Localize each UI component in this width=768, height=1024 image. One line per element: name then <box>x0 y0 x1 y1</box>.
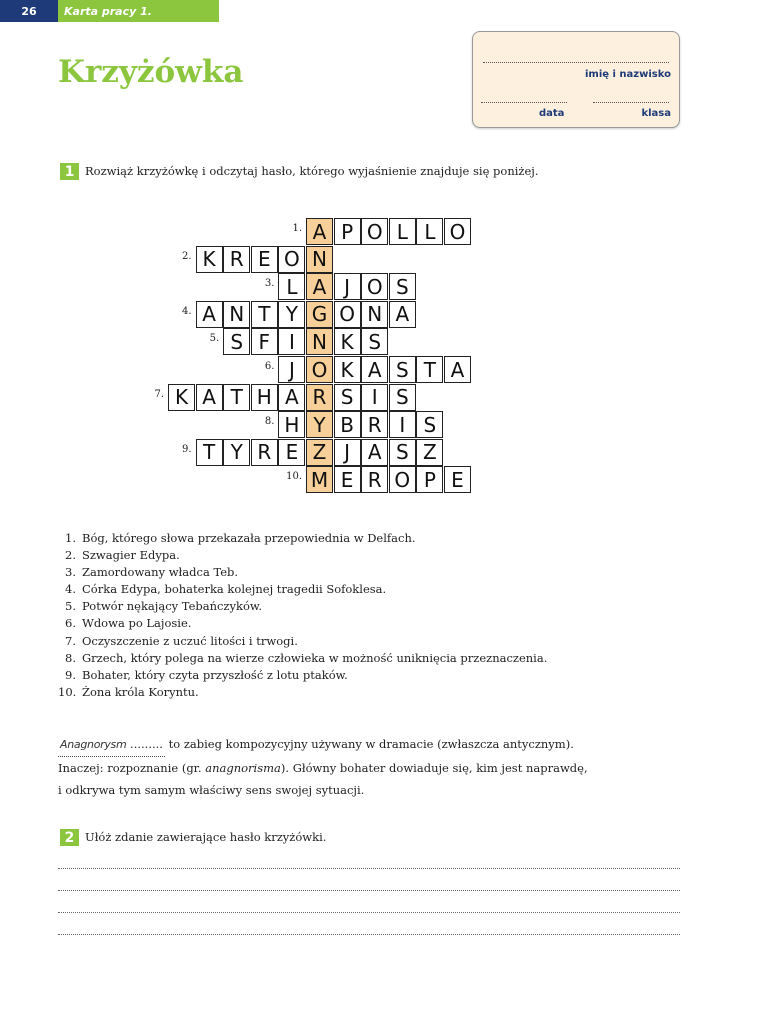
crossword-cell[interactable]: N <box>223 301 250 328</box>
crossword-row-number: 4. <box>182 305 192 317</box>
definition-line-1 <box>58 733 588 757</box>
crossword-row-number: 8. <box>264 416 275 428</box>
definition-pre: Inaczej: rozpoznanie (gr. <box>58 761 206 775</box>
clue-item <box>58 667 547 684</box>
crossword-cell[interactable]: Y <box>223 439 250 466</box>
clue-text: Żona króla Koryntu. <box>82 684 199 699</box>
crossword-row-number: 7. <box>154 388 164 400</box>
crossword-key-cell[interactable]: A <box>306 273 333 300</box>
crossword-cell[interactable]: O <box>361 218 388 245</box>
crossword-key-cell[interactable]: N <box>306 246 333 273</box>
clue-number: 8. <box>65 650 76 665</box>
crossword-row-number: 5. <box>209 333 220 345</box>
crossword-cell[interactable]: R <box>361 466 388 493</box>
clue-number: 4. <box>65 582 76 597</box>
crossword-cell[interactable]: A <box>361 356 388 383</box>
crossword-cell[interactable]: J <box>334 439 361 466</box>
crossword-cell[interactable]: O <box>389 466 416 493</box>
name-field[interactable] <box>483 62 669 63</box>
crossword-cell[interactable]: F <box>251 328 278 355</box>
crossword-cell[interactable]: H <box>278 411 305 438</box>
date-field[interactable] <box>481 102 567 103</box>
crossword-cell[interactable]: H <box>251 384 278 411</box>
crossword-cell[interactable]: O <box>444 218 471 245</box>
clue-text: Szwagier Edypa. <box>82 548 180 563</box>
crossword-cell[interactable]: S <box>389 439 416 466</box>
crossword-cell[interactable]: I <box>278 328 305 355</box>
clue-text: Wdowa po Lajosie. <box>82 616 192 631</box>
clue-item <box>58 530 547 547</box>
greek-term: anagnorisma <box>205 761 281 775</box>
clue-number: 3. <box>65 565 76 580</box>
crossword-cell[interactable]: I <box>361 384 388 411</box>
crossword-cell[interactable]: B <box>334 411 361 438</box>
crossword-cell[interactable]: A <box>196 384 223 411</box>
crossword-cell[interactable]: L <box>278 273 305 300</box>
crossword-cell[interactable]: S <box>389 384 416 411</box>
class-label: klasa <box>641 108 671 119</box>
clue-item <box>58 633 547 650</box>
crossword-cell[interactable]: O <box>278 246 305 273</box>
crossword-cell[interactable]: Z <box>416 439 443 466</box>
definition-line-2 <box>58 757 588 779</box>
page-title: Krzyżówka <box>58 54 244 90</box>
page-header <box>0 0 219 22</box>
crossword-key-cell[interactable]: N <box>306 328 333 355</box>
crossword-cell[interactable]: T <box>251 301 278 328</box>
clue-item <box>58 598 547 615</box>
crossword-row-number: 6. <box>264 361 275 372</box>
definition <box>58 733 588 801</box>
date-label: data <box>539 108 565 119</box>
answer-line[interactable] <box>58 868 680 869</box>
answer-line[interactable] <box>58 912 680 913</box>
crossword-cell[interactable]: T <box>416 356 443 383</box>
crossword-cell[interactable]: R <box>361 411 388 438</box>
crossword-cell[interactable]: A <box>361 439 388 466</box>
crossword-cell[interactable]: E <box>278 439 305 466</box>
crossword-cell[interactable]: S <box>416 411 443 438</box>
crossword-cell[interactable]: Y <box>278 301 305 328</box>
crossword-cell[interactable]: L <box>389 218 416 245</box>
answer-blank[interactable]: Anagnorysm ......... <box>58 733 165 757</box>
handwritten-answer: Anagnorysm <box>60 738 127 751</box>
task2-number: 2 <box>60 829 79 846</box>
crossword-cell[interactable]: J <box>334 273 361 300</box>
crossword-cell[interactable]: S <box>223 328 250 355</box>
crossword-key-cell[interactable]: Z <box>306 439 333 466</box>
task1-instruction: Rozwiąż krzyżówkę i odczytaj hasło, którego wyjaśnienie znajduje się poniżej. <box>85 164 539 178</box>
clue-number: 7. <box>65 633 76 648</box>
crossword-row-number: 10. <box>286 471 302 483</box>
answer-line[interactable] <box>58 890 680 891</box>
clue-item <box>58 650 547 667</box>
crossword-cell[interactable]: I <box>389 411 416 438</box>
crossword-key-cell[interactable]: G <box>306 301 333 328</box>
crossword-cell[interactable]: S <box>389 356 416 383</box>
crossword-cell[interactable]: T <box>196 439 223 466</box>
name-box <box>472 31 680 128</box>
clue-number: 5. <box>65 599 76 614</box>
page-number: 26 <box>0 0 58 22</box>
clue-text: Potwór nękający Tebańczyków. <box>82 599 263 614</box>
class-field[interactable] <box>593 102 669 103</box>
crossword-cell[interactable]: R <box>223 246 250 273</box>
crossword-cell[interactable]: J <box>278 356 305 383</box>
clue-item <box>58 564 547 581</box>
crossword-cell[interactable]: K <box>334 328 361 355</box>
clue-number: 2. <box>65 548 76 563</box>
clue-text: Zamordowany władca Teb. <box>82 565 239 580</box>
clue-item <box>58 547 547 564</box>
crossword-row-number: 9. <box>182 443 192 455</box>
crossword-row-number: 2. <box>182 250 192 262</box>
crossword-cell[interactable]: A <box>444 356 471 383</box>
crossword-cell[interactable]: P <box>416 466 443 493</box>
crossword-cell[interactable]: S <box>334 384 361 411</box>
crossword-cell[interactable]: S <box>389 273 416 300</box>
crossword-cell[interactable]: T <box>223 384 250 411</box>
crossword-cell[interactable]: R <box>251 439 278 466</box>
crossword-cell[interactable]: A <box>196 301 223 328</box>
definition-rest: to zabieg kompozycyjny używany w dramacie (zwłaszcza antycznym). <box>168 737 574 751</box>
crossword-cell[interactable]: K <box>196 246 223 273</box>
crossword-key-cell[interactable]: M <box>306 466 333 493</box>
crossword-cell[interactable]: K <box>334 356 361 383</box>
crossword-key-cell[interactable]: O <box>306 356 333 383</box>
clue-number: 6. <box>65 616 76 631</box>
crossword-cell[interactable]: N <box>361 301 388 328</box>
clue-text: Bóg, którego słowa przekazała przepowiednia w Delfach. <box>82 531 416 545</box>
crossword-cell[interactable]: A <box>389 301 416 328</box>
crossword-row-number: 3. <box>264 278 275 290</box>
crossword-key-cell[interactable]: R <box>306 384 333 411</box>
crossword-cell[interactable]: O <box>334 301 361 328</box>
answer-line[interactable] <box>58 934 680 935</box>
sheet-label: Karta pracy 1. <box>58 0 219 22</box>
crossword-cell[interactable]: A <box>278 384 305 411</box>
clue-item <box>58 684 547 701</box>
clue-number: 1. <box>65 531 76 545</box>
crossword-cell[interactable]: E <box>334 466 361 493</box>
task1-number: 1 <box>60 163 79 180</box>
clue-item <box>58 581 547 598</box>
definition-post: ). Główny bohater dowiaduje się, kim jest naprawdę, <box>280 761 588 775</box>
crossword-row-number: 1. <box>292 223 302 234</box>
clue-number: 10. <box>58 684 77 699</box>
clue-list <box>58 530 547 701</box>
task2-instruction: Ułóż zdanie zawierające hasło krzyżówki. <box>85 830 327 844</box>
crossword-cell[interactable]: K <box>168 384 195 411</box>
crossword-key-cell[interactable]: Y <box>306 411 333 438</box>
crossword-cell[interactable]: E <box>444 466 471 493</box>
crossword-cell[interactable]: L <box>416 218 443 245</box>
name-label: imię i nazwisko <box>584 69 671 80</box>
crossword-cell[interactable]: E <box>251 246 278 273</box>
clue-text: Córka Edypa, bohaterka kolejnej tragedii Sofoklesa. <box>82 582 387 597</box>
clue-text: Bohater, który czyta przyszłość z lotu ptaków. <box>82 667 348 682</box>
definition-line-3: i odkrywa tym samym właściwy sens swojej sytuacji. <box>58 783 365 797</box>
clue-text: Grzech, który polega na wierze człowieka w możność uniknięcia przeznaczenia. <box>82 650 548 665</box>
crossword-cell[interactable]: O <box>361 273 388 300</box>
crossword-key-cell[interactable]: A <box>306 218 333 245</box>
crossword-cell[interactable]: P <box>334 218 361 245</box>
clue-item <box>58 615 547 632</box>
crossword-cell[interactable]: S <box>361 328 388 355</box>
clue-number: 9. <box>65 667 76 682</box>
clue-text: Oczyszczenie z uczuć litości i trwogi. <box>82 633 298 648</box>
